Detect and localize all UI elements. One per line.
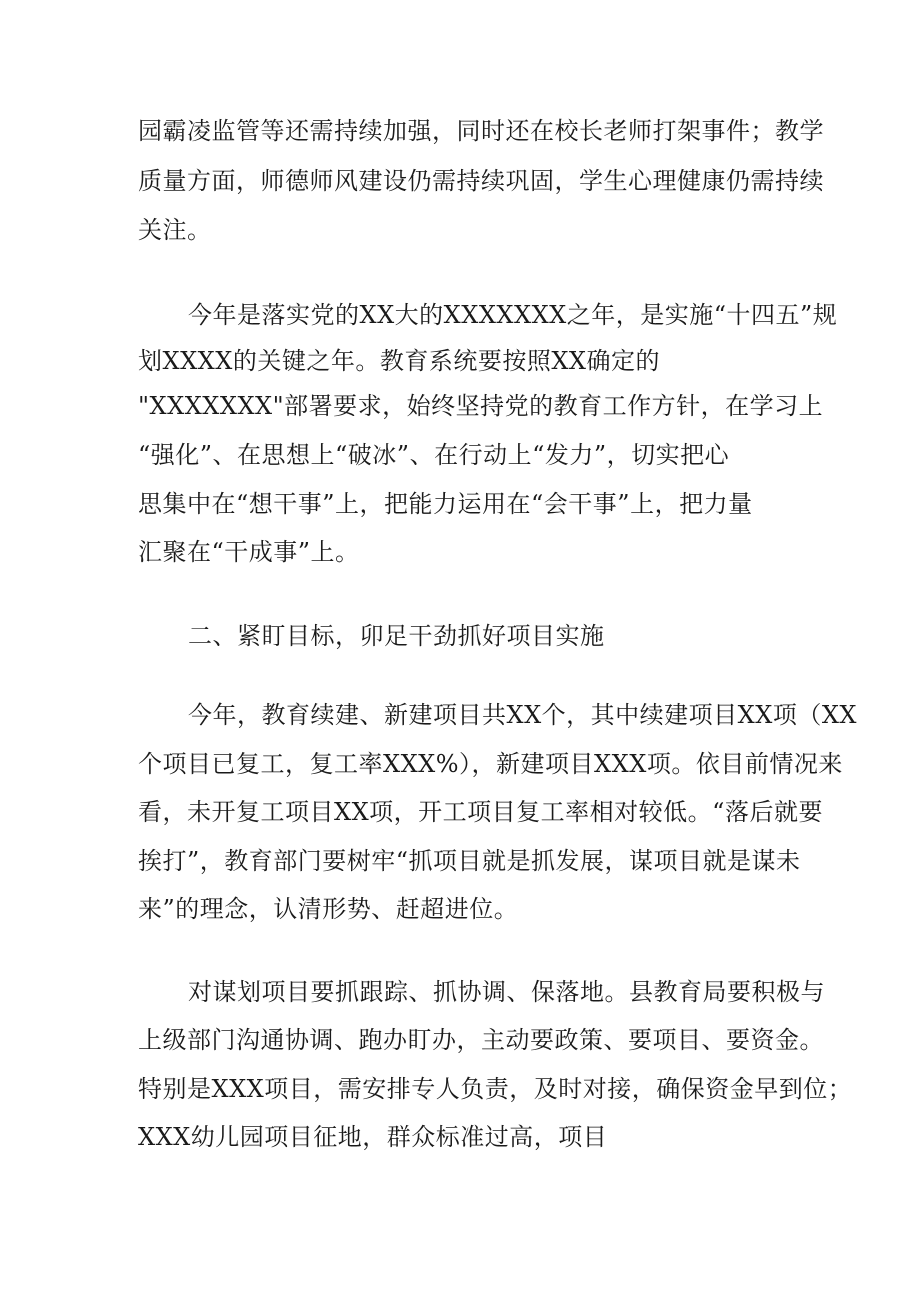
text-line-19: XXX幼儿园项目征地，群众标准过高，项目	[138, 1123, 608, 1151]
section-heading: 二、紧盯目标，卯足干劲抓好项目实施	[188, 622, 605, 650]
text-line-16: 对谋划项目要抓跟踪、抓协调、保落地。县教育局要积极与	[188, 978, 825, 1006]
text-line-14: 挨打”，教育部门要树牢“抓项目就是抓发展，谋项目就是谋未	[138, 847, 801, 875]
text-line-6: "XXXXXXX"部署要求，始终坚持党的教育工作方针，在学习上	[138, 392, 824, 420]
text-line-13: 看，未开复工项目XX项，开工项目复工率相对较低。“落后就要	[138, 798, 823, 826]
text-line-3: 关注。	[138, 216, 212, 244]
text-line-18: 特别是XXX项目，需安排专人负责，及时对接，确保资金早到位；	[138, 1075, 853, 1103]
text-line-1: 园霸凌监管等还需持续加强，同时还在校长老师打架事件；教学	[138, 117, 824, 145]
text-line-5: 划XXXX的关键之年。教育系统要按照XX确定的	[138, 347, 661, 375]
text-line-4: 今年是落实党的XX大的XXXXXXX之年，是实施“十四五”规	[188, 301, 838, 329]
text-line-8: 思集中在“想干事”上，把能力运用在“会干事”上，把力量	[138, 490, 753, 518]
text-line-9: 汇聚在“干成事”上。	[138, 538, 360, 566]
text-line-2: 质量方面，师德师风建设仍需持续巩固，学生心理健康仍需持续	[138, 167, 824, 195]
text-line-11: 今年，教育续建、新建项目共XX个，其中续建项目XX项（XX	[188, 701, 858, 729]
text-line-12: 个项目已复工，复工率XXX%），新建项目XXX项。依目前情况来	[138, 750, 843, 778]
text-line-15: 来”的理念，认清形势、赶超进位。	[138, 895, 519, 923]
text-line-17: 上级部门沟通协调、跑办盯办，主动要政策、要项目、要资金。	[138, 1026, 824, 1054]
text-line-7: “强化”、在思想上“破冰”、在行动上“发力”，切实把心	[138, 441, 730, 469]
